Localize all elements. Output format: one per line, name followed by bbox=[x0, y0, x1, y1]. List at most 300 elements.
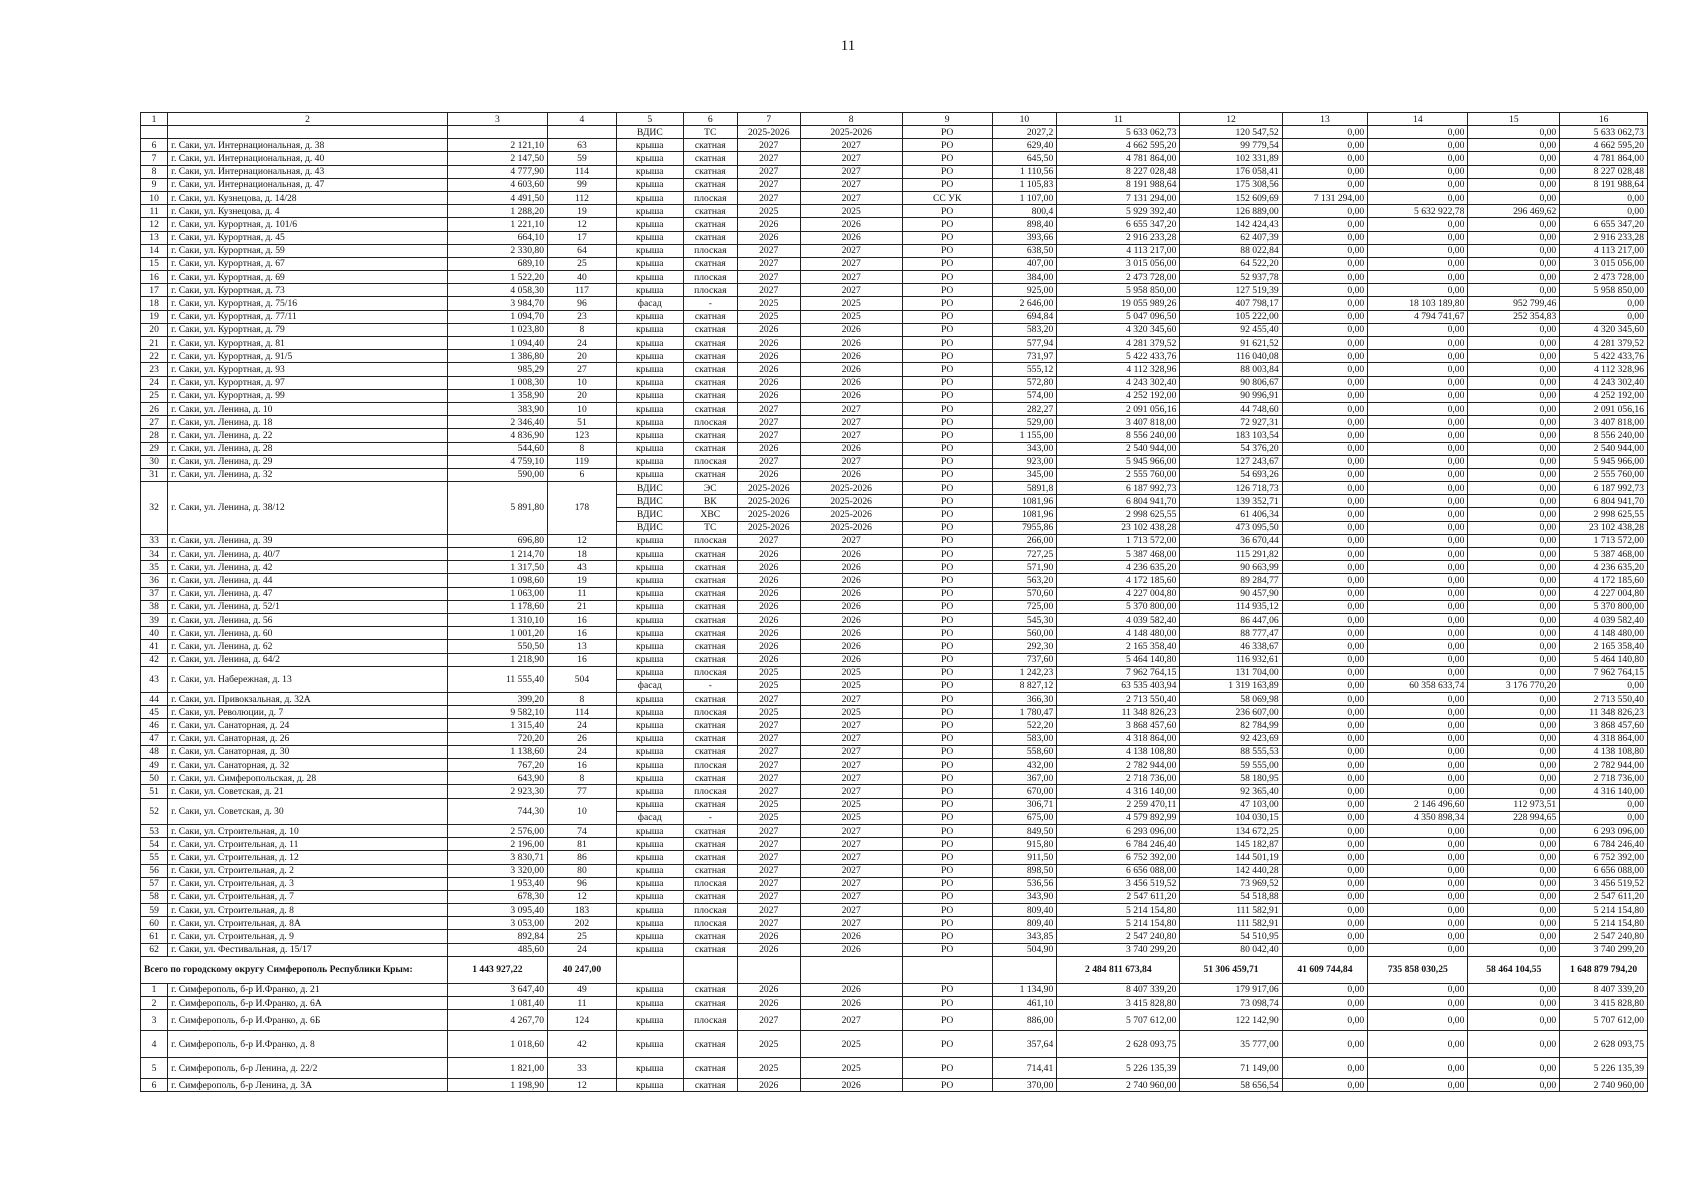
col-11-cell: 3 015 056,00 bbox=[1057, 257, 1180, 270]
col-12-cell: 52 937,78 bbox=[1180, 271, 1282, 284]
area-cell: 1 358,90 bbox=[447, 389, 547, 402]
col-15-cell: 0,00 bbox=[1468, 521, 1560, 534]
col-6-cell: скатная bbox=[683, 402, 737, 415]
col-12-cell: 90 806,67 bbox=[1180, 376, 1282, 389]
total-area: 1 443 927,22 bbox=[447, 956, 547, 983]
area-cell: 3 647,40 bbox=[447, 983, 547, 996]
col-11-cell: 6 655 347,20 bbox=[1057, 218, 1180, 231]
table-row bbox=[141, 824, 1648, 837]
col-10-cell: 583,00 bbox=[992, 732, 1057, 745]
col-10-cell: 725,00 bbox=[992, 600, 1057, 613]
row-number: 29 bbox=[141, 442, 168, 455]
col-12-cell: 61 406,34 bbox=[1180, 508, 1282, 521]
col-13-cell: 0,00 bbox=[1282, 402, 1368, 415]
col-16-cell: 6 804 941,70 bbox=[1560, 495, 1648, 508]
col-16-cell: 3 740 299,20 bbox=[1560, 943, 1648, 956]
col-7-cell: 2026 bbox=[737, 627, 800, 640]
col-14-cell: 0,00 bbox=[1368, 521, 1468, 534]
col-8-cell: 2026 bbox=[800, 337, 902, 350]
col-7-cell: 2027 bbox=[737, 429, 800, 442]
area-cell: 1 953,40 bbox=[447, 877, 547, 890]
col-7-cell: 2026 bbox=[737, 548, 800, 561]
address-cell: г. Симферополь, б-р Ленина, д. 3А bbox=[168, 1079, 448, 1092]
col-13-cell: 0,00 bbox=[1282, 139, 1368, 152]
table-row bbox=[141, 785, 1648, 798]
col-12-cell: 99 779,54 bbox=[1180, 139, 1282, 152]
residents-cell: 40 bbox=[548, 271, 617, 284]
area-cell: 1 094,40 bbox=[447, 337, 547, 350]
address-cell: г. Саки, ул. Ленина, д. 42 bbox=[168, 561, 448, 574]
address-cell: г. Саки, ул. Курортная, д. 97 bbox=[168, 376, 448, 389]
col-10-cell: 1 110,56 bbox=[992, 165, 1057, 178]
col-5-cell: крыша bbox=[616, 165, 683, 178]
col-14-cell: 0,00 bbox=[1368, 350, 1468, 363]
col-6-cell: скатная bbox=[683, 337, 737, 350]
col-10-cell: 694,84 bbox=[992, 310, 1057, 323]
col-16-cell: 0,00 bbox=[1560, 191, 1648, 204]
col-13-cell: 0,00 bbox=[1282, 548, 1368, 561]
col-7-cell: 2025-2026 bbox=[737, 521, 800, 534]
residents-cell: 112 bbox=[548, 191, 617, 204]
col-10-cell: 8 827,12 bbox=[992, 679, 1057, 692]
table-row bbox=[141, 627, 1648, 640]
col-6-cell: скатная bbox=[683, 376, 737, 389]
col-13-cell: 0,00 bbox=[1282, 745, 1368, 758]
area-cell: 1 098,60 bbox=[447, 574, 547, 587]
col-14-cell: 0,00 bbox=[1368, 376, 1468, 389]
col-15-cell: 112 973,51 bbox=[1468, 798, 1560, 811]
col-10-cell: 536,56 bbox=[992, 877, 1057, 890]
col-14-cell: 0,00 bbox=[1368, 904, 1468, 917]
col-14-cell: 0,00 bbox=[1368, 943, 1468, 956]
col-6-cell: скатная bbox=[683, 798, 737, 811]
area-cell: 1 214,70 bbox=[447, 548, 547, 561]
table-row bbox=[141, 231, 1648, 244]
col-11-cell: 2 718 736,00 bbox=[1057, 772, 1180, 785]
col-8-cell: 2026 bbox=[800, 587, 902, 600]
area-cell: 2 196,00 bbox=[447, 838, 547, 851]
col-10-cell: 1 780,47 bbox=[992, 706, 1057, 719]
col-15-cell: 0,00 bbox=[1468, 139, 1560, 152]
residents-cell: 12 bbox=[548, 218, 617, 231]
col-9-cell: РО bbox=[902, 231, 992, 244]
col-13-cell: 0,00 bbox=[1282, 904, 1368, 917]
col-12-cell: 126 889,00 bbox=[1180, 205, 1282, 218]
row-number: 38 bbox=[141, 600, 168, 613]
col-7-cell: 2026 bbox=[737, 613, 800, 626]
col-9-cell: РО bbox=[902, 904, 992, 917]
col-6-cell: ТС bbox=[683, 126, 737, 139]
col-12-cell: 90 457,90 bbox=[1180, 587, 1282, 600]
address-cell: г. Саки, ул. Строительная, д. 7 bbox=[168, 890, 448, 903]
col-11-cell: 5 387 468,00 bbox=[1057, 548, 1180, 561]
col-7-cell: 2027 bbox=[737, 904, 800, 917]
col-14-cell: 0,00 bbox=[1368, 257, 1468, 270]
col-8-cell: 2026 bbox=[800, 442, 902, 455]
total-col-14: 735 858 030,25 bbox=[1368, 956, 1468, 983]
area-cell: 3 830,71 bbox=[447, 851, 547, 864]
capital-repair-table bbox=[140, 112, 1648, 1092]
col-8-cell: 2027 bbox=[800, 772, 902, 785]
col-9-cell: РО bbox=[902, 402, 992, 415]
address-cell: г. Саки, ул. Строительная, д. 12 bbox=[168, 851, 448, 864]
col-12-cell: 58 180,95 bbox=[1180, 772, 1282, 785]
col-7-cell: 2027 bbox=[737, 152, 800, 165]
col-13-cell: 0,00 bbox=[1282, 851, 1368, 864]
address-cell: г. Саки, ул. Курортная, д. 45 bbox=[168, 231, 448, 244]
col-15-cell: 0,00 bbox=[1468, 890, 1560, 903]
address-cell: г. Саки, ул. Курортная, д. 99 bbox=[168, 389, 448, 402]
col-13-cell: 0,00 bbox=[1282, 257, 1368, 270]
col-8-cell: 2026 bbox=[800, 323, 902, 336]
col-12-cell: 91 621,52 bbox=[1180, 337, 1282, 350]
col-13-cell: 0,00 bbox=[1282, 323, 1368, 336]
row-number: 46 bbox=[141, 719, 168, 732]
col-16-cell: 5 958 850,00 bbox=[1560, 284, 1648, 297]
col-5-cell: крыша bbox=[616, 455, 683, 468]
address-cell: г. Симферополь, б-р И.Франко, д. 21 bbox=[168, 983, 448, 996]
col-6-cell: скатная bbox=[683, 864, 737, 877]
residents-cell: 8 bbox=[548, 772, 617, 785]
address-cell: г. Саки, ул. Ленина, д. 22 bbox=[168, 429, 448, 442]
col-6-cell: ВК bbox=[683, 495, 737, 508]
col-6-cell: скатная bbox=[683, 205, 737, 218]
col-9-cell: РО bbox=[902, 890, 992, 903]
row-number: 25 bbox=[141, 389, 168, 402]
col-12-cell: 54 510,95 bbox=[1180, 930, 1282, 943]
col-12-cell: 47 103,00 bbox=[1180, 798, 1282, 811]
col-6-cell: плоская bbox=[683, 416, 737, 429]
residents-cell: 18 bbox=[548, 548, 617, 561]
col-9-cell: РО bbox=[902, 521, 992, 534]
row-number: 34 bbox=[141, 548, 168, 561]
table-row bbox=[141, 745, 1648, 758]
col-16-cell: 2 547 240,80 bbox=[1560, 930, 1648, 943]
area-cell: 1 221,10 bbox=[447, 218, 547, 231]
area-cell: 4 836,90 bbox=[447, 429, 547, 442]
col-15-cell: 0,00 bbox=[1468, 126, 1560, 139]
col-14-cell: 0,00 bbox=[1368, 600, 1468, 613]
col-8-cell: 2027 bbox=[800, 455, 902, 468]
table-row bbox=[141, 561, 1648, 574]
col-12-cell: 88 777,47 bbox=[1180, 627, 1282, 640]
area-cell: 550,50 bbox=[447, 640, 547, 653]
col-7-cell: 2027 bbox=[737, 851, 800, 864]
col-6-cell: скатная bbox=[683, 389, 737, 402]
col-16-cell: 5 422 433,76 bbox=[1560, 350, 1648, 363]
col-16-cell: 5 214 154,80 bbox=[1560, 917, 1648, 930]
col-11-cell: 4 320 345,60 bbox=[1057, 323, 1180, 336]
residents-cell: 13 bbox=[548, 640, 617, 653]
col-14-cell: 18 103 189,80 bbox=[1368, 297, 1468, 310]
col-14-cell: 2 146 496,60 bbox=[1368, 798, 1468, 811]
col-15-cell: 0,00 bbox=[1468, 745, 1560, 758]
table-row bbox=[141, 732, 1648, 745]
residents-cell: 16 bbox=[548, 759, 617, 772]
col-8-cell: 2025 bbox=[800, 811, 902, 824]
table-row bbox=[141, 772, 1648, 785]
col-9-cell: РО bbox=[902, 495, 992, 508]
col-8-cell: 2026 bbox=[800, 548, 902, 561]
col-14-cell: 0,00 bbox=[1368, 244, 1468, 257]
address-cell: г. Саки, ул. Ленина, д. 32 bbox=[168, 468, 448, 481]
area-cell: 3 984,70 bbox=[447, 297, 547, 310]
col-9-cell: РО bbox=[902, 468, 992, 481]
col-14-cell: 0,00 bbox=[1368, 389, 1468, 402]
col-15-cell: 0,00 bbox=[1468, 666, 1560, 679]
row-number: 5 bbox=[141, 1058, 168, 1079]
col-14-cell: 0,00 bbox=[1368, 877, 1468, 890]
area-cell: 1 288,20 bbox=[447, 205, 547, 218]
col-11-cell: 2 740 960,00 bbox=[1057, 1079, 1180, 1092]
col-6-cell: скатная bbox=[683, 468, 737, 481]
address-cell: г. Саки, ул. Ленина, д. 60 bbox=[168, 627, 448, 640]
col-16-cell: 0,00 bbox=[1560, 811, 1648, 824]
row-number: 41 bbox=[141, 640, 168, 653]
col-11-cell: 2 547 240,80 bbox=[1057, 930, 1180, 943]
column-header: 16 bbox=[1560, 113, 1648, 126]
col-15-cell: 0,00 bbox=[1468, 534, 1560, 547]
col-12-cell: 92 365,40 bbox=[1180, 785, 1282, 798]
residents-cell: 24 bbox=[548, 943, 617, 956]
col-7-cell: 2026 bbox=[737, 363, 800, 376]
col-12-cell: 92 423,69 bbox=[1180, 732, 1282, 745]
col-15-cell: 228 994,65 bbox=[1468, 811, 1560, 824]
col-14-cell: 0,00 bbox=[1368, 930, 1468, 943]
col-7-cell: 2027 bbox=[737, 191, 800, 204]
row-number: 40 bbox=[141, 627, 168, 640]
col-10-cell: 558,60 bbox=[992, 745, 1057, 758]
area-cell: 1 198,90 bbox=[447, 1079, 547, 1092]
col-6-cell: скатная bbox=[683, 218, 737, 231]
address-cell: г. Симферополь, б-р И.Франко, д. 6Б bbox=[168, 1010, 448, 1031]
col-14-cell: 0,00 bbox=[1368, 165, 1468, 178]
row-number: 31 bbox=[141, 468, 168, 481]
col-6-cell: скатная bbox=[683, 1079, 737, 1092]
residents-cell: 33 bbox=[548, 1058, 617, 1079]
row-number: 54 bbox=[141, 838, 168, 851]
area-cell: 2 346,40 bbox=[447, 416, 547, 429]
col-12-cell: 73 098,74 bbox=[1180, 997, 1282, 1010]
area-cell: 1 094,70 bbox=[447, 310, 547, 323]
col-14-cell: 0,00 bbox=[1368, 693, 1468, 706]
col-11-cell: 4 172 185,60 bbox=[1057, 574, 1180, 587]
col-6-cell: скатная bbox=[683, 693, 737, 706]
col-6-cell: плоская bbox=[683, 877, 737, 890]
col-9-cell: РО bbox=[902, 613, 992, 626]
col-8-cell: 2025-2026 bbox=[800, 521, 902, 534]
col-14-cell: 0,00 bbox=[1368, 851, 1468, 864]
col-6-cell: скатная bbox=[683, 231, 737, 244]
column-header: 6 bbox=[683, 113, 737, 126]
col-11-cell: 5 633 062,73 bbox=[1057, 126, 1180, 139]
col-13-cell: 0,00 bbox=[1282, 442, 1368, 455]
col-14-cell: 0,00 bbox=[1368, 587, 1468, 600]
col-11-cell: 4 236 635,20 bbox=[1057, 561, 1180, 574]
col-8-cell: 2027 bbox=[800, 719, 902, 732]
col-12-cell: 139 352,71 bbox=[1180, 495, 1282, 508]
row-number: 1 bbox=[141, 983, 168, 996]
col-13-cell: 0,00 bbox=[1282, 482, 1368, 495]
col-15-cell: 0,00 bbox=[1468, 653, 1560, 666]
table-row bbox=[141, 877, 1648, 890]
residents-cell: 25 bbox=[548, 257, 617, 270]
col-5-cell: крыша bbox=[616, 732, 683, 745]
col-13-cell: 0,00 bbox=[1282, 627, 1368, 640]
col-10-cell: 727,25 bbox=[992, 548, 1057, 561]
col-7-cell: 2027 bbox=[737, 416, 800, 429]
col-10-cell: 7955,86 bbox=[992, 521, 1057, 534]
col-13-cell: 0,00 bbox=[1282, 389, 1368, 402]
col-15-cell: 0,00 bbox=[1468, 1058, 1560, 1079]
address-cell: г. Саки, ул. Санаторная, д. 30 bbox=[168, 745, 448, 758]
col-12-cell: 54 518,88 bbox=[1180, 890, 1282, 903]
row-number: 44 bbox=[141, 693, 168, 706]
col-8-cell: 2027 bbox=[800, 864, 902, 877]
col-13-cell: 0,00 bbox=[1282, 1010, 1368, 1031]
residents-cell: 21 bbox=[548, 600, 617, 613]
col-8-cell: 2027 bbox=[800, 917, 902, 930]
table-row bbox=[141, 1031, 1648, 1058]
address-cell: г. Саки, ул. Строительная, д. 11 bbox=[168, 838, 448, 851]
col-9-cell: РО bbox=[902, 719, 992, 732]
col-11-cell: 4 252 192,00 bbox=[1057, 389, 1180, 402]
residents-cell: 117 bbox=[548, 284, 617, 297]
col-8-cell: 2027 bbox=[800, 284, 902, 297]
col-10-cell: 1 134,90 bbox=[992, 983, 1057, 996]
address-cell: г. Саки, ул. Курортная, д. 73 bbox=[168, 284, 448, 297]
col-5-cell: крыша bbox=[616, 178, 683, 191]
col-5-cell: крыша bbox=[616, 613, 683, 626]
col-5-cell: ВДИС bbox=[616, 482, 683, 495]
table-row bbox=[141, 442, 1648, 455]
col-13-cell: 0,00 bbox=[1282, 363, 1368, 376]
col-15-cell: 0,00 bbox=[1468, 732, 1560, 745]
col-6-cell: скатная bbox=[683, 745, 737, 758]
col-15-cell: 0,00 bbox=[1468, 1010, 1560, 1031]
col-12-cell: 89 284,77 bbox=[1180, 574, 1282, 587]
col-11-cell: 2 713 550,40 bbox=[1057, 693, 1180, 706]
col-14-cell: 0,00 bbox=[1368, 495, 1468, 508]
col-5-cell: крыша bbox=[616, 890, 683, 903]
col-14-cell: 0,00 bbox=[1368, 231, 1468, 244]
col-15-cell: 0,00 bbox=[1468, 838, 1560, 851]
col-13-cell: 0,00 bbox=[1282, 416, 1368, 429]
table-row bbox=[141, 402, 1648, 415]
area-cell: 1 023,80 bbox=[447, 323, 547, 336]
col-7-cell: 2026 bbox=[737, 574, 800, 587]
col-5-cell: крыша bbox=[616, 350, 683, 363]
table-row bbox=[141, 600, 1648, 613]
col-14-cell: 0,00 bbox=[1368, 482, 1468, 495]
col-5-cell: ВДИС bbox=[616, 508, 683, 521]
area-cell: 689,10 bbox=[447, 257, 547, 270]
address-cell: г. Саки, ул. Санаторная, д. 24 bbox=[168, 719, 448, 732]
col-16-cell: 2 713 550,40 bbox=[1560, 693, 1648, 706]
col-8-cell: 2026 bbox=[800, 627, 902, 640]
col-7-cell: 2025 bbox=[737, 310, 800, 323]
area-cell: 1 315,40 bbox=[447, 719, 547, 732]
col-6-cell: скатная bbox=[683, 851, 737, 864]
row-number: 45 bbox=[141, 706, 168, 719]
col-7-cell: 2027 bbox=[737, 864, 800, 877]
col-13-cell: 0,00 bbox=[1282, 297, 1368, 310]
table-row bbox=[141, 218, 1648, 231]
col-9-cell: РО bbox=[902, 653, 992, 666]
col-12-cell: 44 748,60 bbox=[1180, 402, 1282, 415]
col-8-cell: 2026 bbox=[800, 997, 902, 1010]
col-7-cell: 2025 bbox=[737, 1031, 800, 1058]
col-5-cell: крыша bbox=[616, 534, 683, 547]
col-16-cell: 8 407 339,20 bbox=[1560, 983, 1648, 996]
col-12-cell: 104 030,15 bbox=[1180, 811, 1282, 824]
col-9-cell: РО bbox=[902, 126, 992, 139]
col-11-cell: 5 422 433,76 bbox=[1057, 350, 1180, 363]
row-number: 23 bbox=[141, 363, 168, 376]
col-10-cell: 898,40 bbox=[992, 218, 1057, 231]
col-16-cell: 4 662 595,20 bbox=[1560, 139, 1648, 152]
col-5-cell: крыша bbox=[616, 851, 683, 864]
col-13-cell: 0,00 bbox=[1282, 205, 1368, 218]
col-15-cell: 0,00 bbox=[1468, 930, 1560, 943]
address-cell: г. Саки, ул. Интернациональная, д. 38 bbox=[168, 139, 448, 152]
row-number: 20 bbox=[141, 323, 168, 336]
col-15-cell: 0,00 bbox=[1468, 152, 1560, 165]
col-13-cell: 0,00 bbox=[1282, 930, 1368, 943]
col-8-cell: 2027 bbox=[800, 191, 902, 204]
col-9-cell: РО bbox=[902, 389, 992, 402]
col-15-cell: 3 176 770,20 bbox=[1468, 679, 1560, 692]
col-14-cell: 0,00 bbox=[1368, 402, 1468, 415]
col-13-cell: 0,00 bbox=[1282, 666, 1368, 679]
col-5-cell: крыша bbox=[616, 706, 683, 719]
col-6-cell: скатная bbox=[683, 600, 737, 613]
col-5-cell: крыша bbox=[616, 389, 683, 402]
col-16-cell: 6 656 088,00 bbox=[1560, 864, 1648, 877]
col-11-cell: 2 547 611,20 bbox=[1057, 890, 1180, 903]
col-10-cell: 583,20 bbox=[992, 323, 1057, 336]
col-16-cell: 5 707 612,00 bbox=[1560, 1010, 1648, 1031]
col-9-cell: РО bbox=[902, 997, 992, 1010]
col-12-cell: 35 777,00 bbox=[1180, 1031, 1282, 1058]
col-6-cell: скатная bbox=[683, 139, 737, 152]
col-16-cell: 0,00 bbox=[1560, 297, 1648, 310]
col-8-cell: 2027 bbox=[800, 271, 902, 284]
col-11-cell: 8 227 028,48 bbox=[1057, 165, 1180, 178]
col-7-cell: 2025 bbox=[737, 679, 800, 692]
col-8-cell: 2026 bbox=[800, 389, 902, 402]
residents-cell: 504 bbox=[548, 666, 617, 692]
col-6-cell: скатная bbox=[683, 257, 737, 270]
col-7-cell: 2027 bbox=[737, 284, 800, 297]
col-7-cell: 2026 bbox=[737, 640, 800, 653]
col-12-cell: 120 547,52 bbox=[1180, 126, 1282, 139]
col-10-cell: 1 242,23 bbox=[992, 666, 1057, 679]
col-12-cell: 82 784,99 bbox=[1180, 719, 1282, 732]
table-row bbox=[141, 350, 1648, 363]
total-empty-cell bbox=[616, 956, 683, 983]
area-cell: 1 138,60 bbox=[447, 745, 547, 758]
col-10-cell: 345,00 bbox=[992, 468, 1057, 481]
residents-cell bbox=[548, 126, 617, 139]
col-13-cell: 0,00 bbox=[1282, 337, 1368, 350]
col-5-cell: ВДИС bbox=[616, 495, 683, 508]
col-15-cell: 0,00 bbox=[1468, 548, 1560, 561]
col-8-cell: 2027 bbox=[800, 785, 902, 798]
col-12-cell: 134 672,25 bbox=[1180, 824, 1282, 837]
col-12-cell: 145 182,87 bbox=[1180, 838, 1282, 851]
col-11-cell: 2 473 728,00 bbox=[1057, 271, 1180, 284]
